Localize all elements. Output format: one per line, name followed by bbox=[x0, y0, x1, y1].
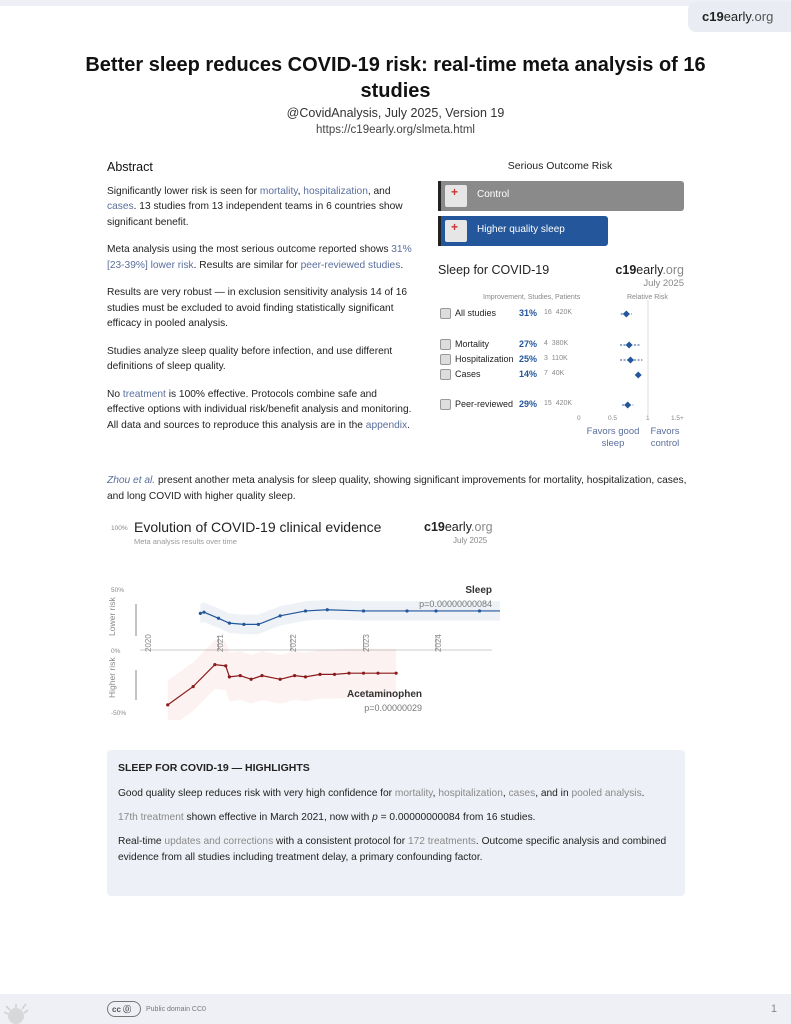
rr-diamond bbox=[624, 402, 631, 409]
evolution-date: July 2025 bbox=[453, 536, 488, 545]
pct-50: 50% bbox=[111, 587, 125, 594]
abstract-heading: Abstract bbox=[107, 160, 153, 174]
highlights-p2: 17th treatment shown effective in March 2021, now with p = 0.00000000084 from 16 studies. bbox=[118, 812, 536, 823]
peer-reviewed-icon bbox=[440, 399, 451, 410]
row-counts: 3 110K bbox=[544, 355, 568, 362]
zhou-link[interactable]: Zhou et al. bbox=[107, 475, 156, 486]
control-bar: + Control bbox=[438, 181, 684, 211]
pct-neg: -50% bbox=[111, 710, 127, 717]
sleep-line-point bbox=[257, 623, 260, 626]
rr-diamond bbox=[627, 357, 634, 364]
abstract-p5: No treatment is 100% effective. Protocols combine safe and effective options with individual risk/benefit analysis and monitoring. All data and sources to reproduce this analysis are in the appendix. bbox=[107, 388, 412, 431]
acet-line-point bbox=[260, 674, 263, 677]
page-title: Better sleep reduces COVID-19 risk: real-time meta analysis of 16 studies bbox=[85, 54, 706, 102]
virus-icon bbox=[0, 994, 40, 1024]
sleep-line-point bbox=[199, 612, 202, 615]
row-counts: 15 420K bbox=[544, 400, 573, 407]
pooled-analysis-link[interactable]: pooled analysis bbox=[571, 788, 642, 799]
sleep-line-point bbox=[217, 617, 220, 620]
page-number: 1 bbox=[770, 1003, 777, 1015]
favors-control: Favors control bbox=[650, 426, 680, 449]
pct-0: 0% bbox=[111, 648, 121, 655]
abstract-p1: Significantly lower risk is seen for mortality, hospitalization, and cases. 13 studies from 13 independent teams in 6 countries show significant benefit. bbox=[107, 185, 403, 228]
favors-good-sleep: Favors good sleep bbox=[586, 426, 640, 449]
acet-line-point bbox=[318, 673, 321, 676]
highlights-p3: Real-time updates and corrections with a consistent protocol for 172 treatments. Outcome specific analysis and combined evidence from all studies including treatment delay, a primary confounding factor. bbox=[118, 836, 667, 863]
sleep-series-label: Sleep bbox=[465, 585, 492, 596]
axis-tick-15: 1.5+ bbox=[671, 415, 684, 422]
treatment-rank-link[interactable]: 17th treatment bbox=[118, 812, 184, 823]
row-improvement: 14% bbox=[519, 369, 538, 379]
byline: @CovidAnalysis, July 2025, Version 19 bbox=[286, 106, 505, 120]
sleep-line-point bbox=[228, 622, 231, 625]
acet-line-point bbox=[362, 672, 365, 675]
sleep-line-point bbox=[434, 609, 437, 612]
mortality-link[interactable]: mortality bbox=[259, 185, 298, 197]
year-label: 2020 bbox=[144, 634, 153, 652]
acet-line-point bbox=[304, 675, 307, 678]
year-label: 2022 bbox=[289, 634, 298, 652]
hospital-bed-icon bbox=[445, 220, 467, 242]
year-label: 2024 bbox=[434, 634, 443, 652]
forest-date: July 2025 bbox=[643, 278, 684, 289]
abstract-p4: Studies analyze sleep quality before infection, and use different definitions of sleep quality. bbox=[107, 345, 393, 372]
acet-line-point bbox=[166, 703, 169, 706]
year-label: 2021 bbox=[216, 634, 225, 652]
page-url[interactable]: https://c19early.org/slmeta.html bbox=[316, 124, 475, 136]
highlights-p1: Good quality sleep reduces risk with very high confidence for mortality, hospitalization, cases, and in pooled analysis. bbox=[118, 788, 645, 799]
ci-link[interactable]: [23-39%] bbox=[107, 259, 148, 271]
acet-line-point bbox=[395, 672, 398, 675]
acet-series-p: p=0.00000029 bbox=[364, 703, 422, 713]
higher-risk-label: Higher risk bbox=[107, 657, 117, 698]
hospital-bed-icon bbox=[445, 185, 467, 207]
sleep-bar: + Higher quality sleep bbox=[438, 216, 608, 246]
all-studies-icon bbox=[440, 308, 451, 319]
forest-plot bbox=[578, 300, 688, 415]
row-counts: 4 380K bbox=[544, 340, 569, 347]
row-name: Mortality bbox=[455, 339, 490, 349]
sleep-line-point bbox=[326, 608, 329, 611]
mortality-link[interactable]: mortality bbox=[394, 788, 433, 799]
forest-logo: c19early.org bbox=[615, 263, 684, 277]
acet-line-point bbox=[250, 678, 253, 681]
abstract-section bbox=[107, 160, 412, 445]
peer-reviewed-link[interactable]: peer-reviewed studies bbox=[300, 259, 401, 271]
license-text: Public domain CC0 bbox=[146, 1006, 206, 1013]
row-name: Cases bbox=[455, 369, 481, 379]
row-name: All studies bbox=[455, 308, 497, 318]
author-handle[interactable]: @CovidAnalysis bbox=[286, 106, 378, 120]
rr-diamond bbox=[623, 311, 630, 318]
hospitalization-link[interactable]: hospitalization bbox=[438, 788, 503, 799]
evolution-logo: c19early.org bbox=[424, 520, 493, 534]
acet-line-point bbox=[228, 675, 231, 678]
row-improvement: 27% bbox=[519, 339, 538, 349]
acet-line-point bbox=[213, 663, 216, 666]
evolution-title: Evolution of COVID-19 clinical evidence bbox=[134, 519, 382, 535]
acet-line-point bbox=[192, 685, 195, 688]
row-counts: 16 420K bbox=[544, 309, 573, 316]
sleep-line-point bbox=[242, 623, 245, 626]
highlights-heading: SLEEP FOR COVID-19 — HIGHLIGHTS bbox=[118, 762, 310, 774]
highlights-box bbox=[107, 750, 685, 896]
sleep-series-p: p=0.00000000084 bbox=[419, 599, 492, 609]
sleep-line-point bbox=[202, 611, 205, 614]
rr-diamond bbox=[635, 372, 642, 379]
acet-line-point bbox=[347, 672, 350, 675]
acet-line-point bbox=[239, 674, 242, 677]
row-improvement: 25% bbox=[519, 354, 538, 364]
treatment-link[interactable]: treatment bbox=[122, 388, 166, 400]
forest-header-right: Relative Risk bbox=[627, 294, 668, 301]
axis-tick-0: 0 bbox=[577, 415, 581, 422]
abstract-p2: Meta analysis using the most serious outcome reported shows 31% [23-39%] lower risk. Results are similar for peer-reviewed studies. bbox=[107, 244, 412, 271]
acet-line-point bbox=[293, 674, 296, 677]
appendix-link[interactable]: appendix bbox=[365, 419, 408, 431]
acet-line-point bbox=[279, 678, 282, 681]
acet-series-label: Acetaminophen bbox=[346, 689, 422, 700]
updates-link[interactable]: updates and corrections bbox=[164, 836, 274, 847]
row-improvement: 29% bbox=[519, 399, 538, 409]
treatments-link[interactable]: 172 treatments bbox=[407, 836, 476, 847]
serious-outcome-title: Serious Outcome Risk bbox=[507, 160, 613, 172]
evolution-subtitle: Meta analysis results over time bbox=[134, 537, 237, 546]
sleep-line-point bbox=[304, 609, 307, 612]
forest-header-left: Improvement, Studies, Patients bbox=[483, 294, 581, 301]
cases-link[interactable]: cases bbox=[508, 788, 536, 799]
top-bar bbox=[0, 0, 791, 6]
rr-diamond bbox=[626, 342, 633, 349]
axis-tick-1: 1 bbox=[646, 415, 650, 422]
acet-line-point bbox=[333, 673, 336, 676]
risk-value[interactable]: 31% bbox=[391, 244, 412, 255]
brand-logo[interactable]: c19early.org bbox=[688, 2, 791, 32]
zhou-paragraph: Zhou et al. present another meta analysis for sleep quality, showing significant improvements for mortality, hospitalization, cases, and long COVID with higher quality sleep. bbox=[107, 475, 687, 502]
pct-top: 100% bbox=[111, 525, 128, 532]
row-improvement: 31% bbox=[519, 308, 538, 318]
mortality-icon bbox=[440, 339, 451, 350]
row-counts: 7 40K bbox=[544, 370, 565, 377]
lower-risk-link[interactable]: lower risk bbox=[147, 259, 194, 271]
cc-license-icon[interactable]: cc ⓪ bbox=[107, 1001, 141, 1017]
hospitalization-link[interactable]: hospitalization bbox=[303, 185, 368, 197]
sleep-line-point bbox=[279, 614, 282, 617]
cases-link[interactable]: cases bbox=[107, 201, 134, 212]
sleep-line-point bbox=[478, 609, 481, 612]
sleep-line-point bbox=[362, 609, 365, 612]
forest-title: Sleep for COVID-19 bbox=[438, 263, 550, 277]
acet-line-point bbox=[224, 664, 227, 667]
axis-tick-05: 0.5 bbox=[608, 415, 618, 422]
acet-line-point bbox=[376, 672, 379, 675]
cases-icon bbox=[440, 369, 451, 380]
row-name: Peer-reviewed bbox=[455, 399, 514, 409]
hospital-icon bbox=[440, 354, 451, 365]
year-label: 2023 bbox=[362, 634, 371, 652]
sleep-line-point bbox=[405, 609, 408, 612]
lower-risk-label: Lower risk bbox=[107, 597, 117, 636]
row-name: Hospitalization bbox=[455, 354, 514, 364]
abstract-p3: Results are very robust — in exclusion sensitivity analysis 14 of 16 studies must be excluded to avoid finding statistically significant efficacy in pooled analysis. bbox=[107, 287, 408, 329]
